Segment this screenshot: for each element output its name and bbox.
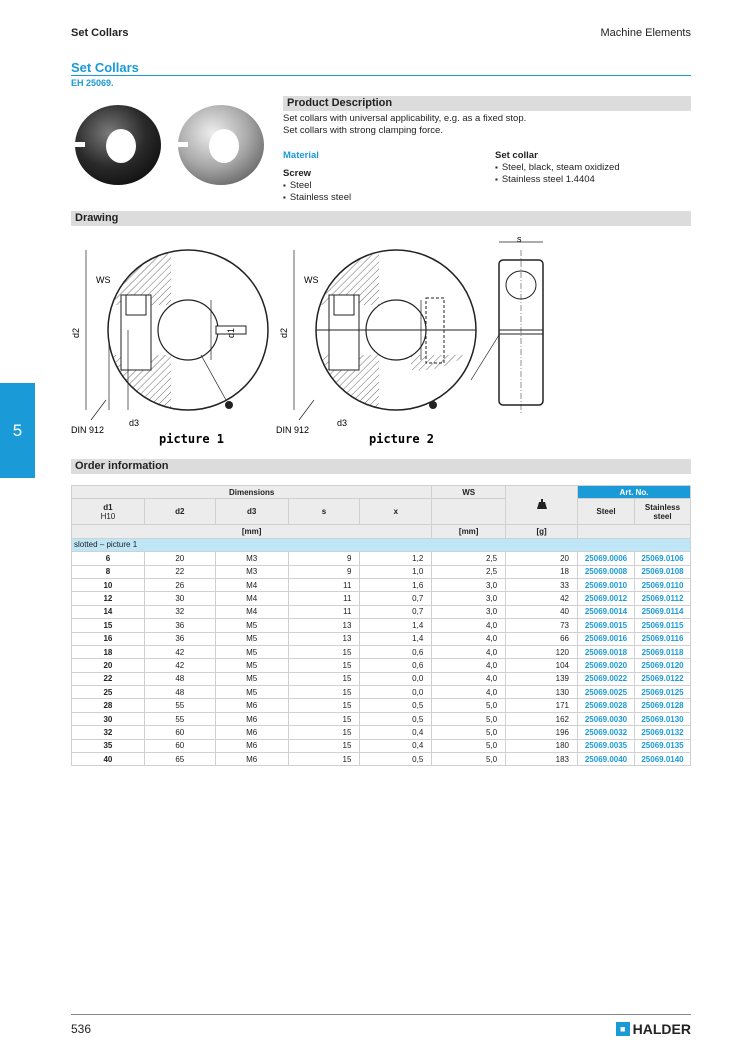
drawing-heading: Drawing (71, 211, 691, 226)
cell-s: 15 (288, 699, 360, 712)
col-d2-header: d2 (144, 499, 215, 525)
cell-d1: 12 (72, 592, 145, 605)
cell-d3: M6 (215, 739, 288, 752)
cell-x: 0,4 (360, 739, 432, 752)
cell-d1: 15 (72, 619, 145, 632)
cell-ws: 5,0 (432, 699, 506, 712)
cell-ws: 4,0 (432, 632, 506, 645)
cell-s: 11 (288, 592, 360, 605)
cell-stainless-artno[interactable]: 25069.0132 (634, 726, 690, 739)
cell-d2: 42 (144, 645, 215, 658)
collar-material-list (495, 162, 620, 186)
cell-d2: 36 (144, 632, 215, 645)
cell-d1: 22 (72, 672, 145, 685)
cell-x: 0,0 (360, 686, 432, 699)
cell-x: 0,5 (360, 753, 432, 766)
ws-label: WS (96, 275, 111, 285)
table-row (72, 632, 691, 645)
cell-stainless-artno[interactable]: 25069.0120 (634, 659, 690, 672)
cell-d3: M3 (215, 552, 288, 565)
cell-steel-artno[interactable]: 25069.0010 (578, 578, 635, 591)
cell-ws: 5,0 (432, 726, 506, 739)
cell-d3: M3 (215, 565, 288, 578)
cell-s: 15 (288, 659, 360, 672)
table-row (72, 592, 691, 605)
drawing-side-view (471, 234, 543, 415)
cell-weight: 162 (506, 712, 578, 725)
cell-d3: M5 (215, 645, 288, 658)
product-description-text (283, 113, 526, 137)
cell-steel-artno[interactable]: 25069.0040 (578, 753, 635, 766)
table-header-row (72, 499, 691, 525)
footer-divider (71, 1014, 691, 1015)
cell-steel-artno[interactable]: 25069.0015 (578, 619, 635, 632)
product-description-heading: Product Description (283, 96, 691, 111)
cell-d1: 35 (72, 739, 145, 752)
halder-logo-icon: ■ (616, 1022, 630, 1036)
cell-d2: 65 (144, 753, 215, 766)
cell-steel-artno[interactable]: 25069.0018 (578, 645, 635, 658)
cell-weight: 171 (506, 699, 578, 712)
cell-d3: M4 (215, 578, 288, 591)
unit-mm: [mm] (72, 525, 432, 538)
cell-s: 15 (288, 712, 360, 725)
cell-x: 1,2 (360, 552, 432, 565)
cell-steel-artno[interactable]: 25069.0030 (578, 712, 635, 725)
cell-stainless-artno[interactable]: 25069.0125 (634, 686, 690, 699)
cell-d2: 48 (144, 672, 215, 685)
cell-ws: 4,0 (432, 645, 506, 658)
cell-d3: M6 (215, 699, 288, 712)
cell-x: 0,6 (360, 659, 432, 672)
cell-d1: 6 (72, 552, 145, 565)
unit-ws: [mm] (432, 525, 506, 538)
cell-x: 0,7 (360, 592, 432, 605)
cell-weight: 66 (506, 632, 578, 645)
table-row (72, 552, 691, 565)
cell-d1: 30 (72, 712, 145, 725)
cell-steel-artno[interactable]: 25069.0022 (578, 672, 635, 685)
cell-x: 1,4 (360, 619, 432, 632)
cell-stainless-artno[interactable]: 25069.0130 (634, 712, 690, 725)
cell-weight: 73 (506, 619, 578, 632)
cell-stainless-artno[interactable]: 25069.0106 (634, 552, 690, 565)
cell-d3: M6 (215, 726, 288, 739)
product-code: EH 25069. (71, 78, 114, 88)
table-row (72, 726, 691, 739)
cell-weight: 42 (506, 592, 578, 605)
cell-d3: M4 (215, 605, 288, 618)
page-number: 536 (71, 1022, 92, 1036)
order-info-heading: Order information (71, 459, 691, 474)
brand-logo (616, 1021, 691, 1037)
cell-d2: 30 (144, 592, 215, 605)
cell-x: 1,0 (360, 565, 432, 578)
cell-d1: 28 (72, 699, 145, 712)
table-row (72, 659, 691, 672)
col-x-header: x (360, 499, 432, 525)
cell-d3: M5 (215, 686, 288, 699)
group-band-label: slotted – picture 1 (72, 538, 691, 551)
col-ws-header (432, 499, 506, 525)
col-s-header: s (288, 499, 360, 525)
cell-d3: M4 (215, 592, 288, 605)
unit-blank (578, 525, 691, 538)
cell-ws: 5,0 (432, 753, 506, 766)
cell-weight: 33 (506, 578, 578, 591)
picture-1-label: picture 1 (159, 432, 225, 446)
cell-d1: 20 (72, 659, 145, 672)
cell-d2: 42 (144, 659, 215, 672)
cell-s: 11 (288, 578, 360, 591)
technical-drawing (71, 230, 691, 450)
cell-d3: M5 (215, 619, 288, 632)
list-item: ▪ Stainless steel (283, 192, 351, 204)
order-table-body (72, 552, 691, 766)
cell-stainless-artno[interactable]: 25069.0108 (634, 565, 690, 578)
cell-steel-artno[interactable]: 25069.0006 (578, 552, 635, 565)
list-item: ▪ Stainless steel 1.4404 (495, 174, 620, 186)
cell-stainless-artno[interactable]: 25069.0128 (634, 699, 690, 712)
drawing-picture-1 (71, 250, 268, 446)
table-units-row (72, 525, 691, 538)
col-d1-header: d1 H10 (72, 499, 145, 525)
brand-name: HALDER (632, 1021, 691, 1037)
cell-steel-artno[interactable]: 25069.0020 (578, 659, 635, 672)
screw-label: Screw (283, 168, 311, 179)
d2-label: d2 (71, 327, 81, 338)
cell-d2: 60 (144, 739, 215, 752)
table-row (72, 753, 691, 766)
weight-header (506, 486, 578, 525)
cell-steel-artno[interactable]: 25069.0008 (578, 565, 635, 578)
cell-ws: 4,0 (432, 659, 506, 672)
cell-x: 1,4 (360, 632, 432, 645)
cell-s: 15 (288, 739, 360, 752)
running-header-right: Machine Elements (600, 27, 691, 39)
cell-d1: 14 (72, 605, 145, 618)
cell-d3: M5 (215, 632, 288, 645)
cell-weight: 183 (506, 753, 578, 766)
cell-weight: 40 (506, 605, 578, 618)
cell-steel-artno[interactable]: 25069.0035 (578, 739, 635, 752)
table-row (72, 739, 691, 752)
din-label: DIN 912 (71, 425, 105, 435)
cell-x: 0,4 (360, 726, 432, 739)
cell-x: 0,5 (360, 699, 432, 712)
cell-s: 15 (288, 726, 360, 739)
cell-ws: 4,0 (432, 619, 506, 632)
cell-weight: 180 (506, 739, 578, 752)
cell-d2: 20 (144, 552, 215, 565)
cell-weight: 130 (506, 686, 578, 699)
table-row (72, 686, 691, 699)
picture-2-label: picture 2 (369, 432, 435, 446)
chapter-tab[interactable]: 5 (0, 383, 35, 478)
order-table (71, 485, 691, 766)
cell-s: 15 (288, 753, 360, 766)
art-no-group-header: Art. No. (578, 486, 691, 499)
cell-weight: 104 (506, 659, 578, 672)
set-collar-label: Set collar (495, 150, 538, 161)
table-group-band (72, 538, 691, 551)
unit-g: [g] (506, 525, 578, 538)
cell-stainless-artno[interactable]: 25069.0116 (634, 632, 690, 645)
cell-steel-artno[interactable]: 25069.0016 (578, 632, 635, 645)
cell-stainless-artno[interactable]: 25069.0114 (634, 605, 690, 618)
s-label: s (517, 234, 522, 244)
cell-x: 0,5 (360, 712, 432, 725)
drawing-picture-2 (276, 250, 476, 446)
title-divider (71, 75, 691, 76)
cell-d2: 48 (144, 686, 215, 699)
cell-d2: 26 (144, 578, 215, 591)
table-row (72, 672, 691, 685)
cell-d1: 18 (72, 645, 145, 658)
cell-s: 15 (288, 686, 360, 699)
ws-label: WS (304, 275, 319, 285)
cell-d1: 25 (72, 686, 145, 699)
col-d3-header: d3 (215, 499, 288, 525)
description-line: Set collars with universal applicability, e.g. as a fixed stop. (283, 113, 527, 124)
cell-d1: 16 (72, 632, 145, 645)
cell-x: 0,7 (360, 605, 432, 618)
cell-weight: 20 (506, 552, 578, 565)
cell-s: 15 (288, 645, 360, 658)
cell-weight: 196 (506, 726, 578, 739)
cell-stainless-artno[interactable]: 25069.0112 (634, 592, 690, 605)
cell-ws: 3,0 (432, 592, 506, 605)
product-photos (71, 98, 271, 188)
cell-ws: 5,0 (432, 739, 506, 752)
table-row (72, 712, 691, 725)
cell-d2: 36 (144, 619, 215, 632)
d3-label: d3 (337, 418, 348, 428)
cell-stainless-artno[interactable]: 25069.0110 (634, 578, 690, 591)
cell-d1: 10 (72, 578, 145, 591)
cell-stainless-artno[interactable]: 25069.0118 (634, 645, 690, 658)
material-label: Material (283, 150, 319, 161)
dimensions-group-header: Dimensions (72, 486, 432, 499)
list-item: ▪ Steel, black, steam oxidized (495, 162, 620, 174)
table-row (72, 699, 691, 712)
cell-s: 9 (288, 552, 360, 565)
col-stainless-header: Stainless steel (634, 499, 690, 525)
table-row (72, 605, 691, 618)
cell-x: 0,0 (360, 672, 432, 685)
cell-ws: 4,0 (432, 672, 506, 685)
d3-label: d3 (129, 418, 140, 428)
stainless-collar-photo (176, 105, 264, 185)
cell-d3: M5 (215, 672, 288, 685)
d1-label: d1 (226, 327, 236, 338)
cell-steel-artno[interactable]: 25069.0028 (578, 699, 635, 712)
cell-steel-artno[interactable]: 25069.0025 (578, 686, 635, 699)
din-label: DIN 912 (276, 425, 310, 435)
cell-weight: 139 (506, 672, 578, 685)
table-row (72, 619, 691, 632)
black-collar-photo (73, 105, 161, 185)
ws-group-header: WS (432, 486, 506, 499)
cell-ws: 3,0 (432, 578, 506, 591)
cell-d1: 8 (72, 565, 145, 578)
cell-steel-artno[interactable]: 25069.0032 (578, 726, 635, 739)
table-header-row (72, 486, 691, 499)
cell-ws: 5,0 (432, 712, 506, 725)
cell-stainless-artno[interactable]: 25069.0115 (634, 619, 690, 632)
cell-d2: 22 (144, 565, 215, 578)
cell-d1: 40 (72, 753, 145, 766)
col-steel-header: Steel (578, 499, 635, 525)
cell-steel-artno[interactable]: 25069.0012 (578, 592, 635, 605)
cell-stainless-artno[interactable]: 25069.0140 (634, 753, 690, 766)
cell-ws: 2,5 (432, 552, 506, 565)
weight-icon (536, 498, 548, 510)
cell-x: 1,6 (360, 578, 432, 591)
cell-steel-artno[interactable]: 25069.0014 (578, 605, 635, 618)
cell-ws: 4,0 (432, 686, 506, 699)
description-line: Set collars with strong clamping force. (283, 125, 443, 136)
cell-d2: 55 (144, 712, 215, 725)
cell-s: 13 (288, 619, 360, 632)
d2-label: d2 (279, 327, 289, 338)
cell-d3: M6 (215, 712, 288, 725)
cell-weight: 18 (506, 565, 578, 578)
cell-stainless-artno[interactable]: 25069.0135 (634, 739, 690, 752)
cell-s: 11 (288, 605, 360, 618)
cell-s: 15 (288, 672, 360, 685)
cell-d2: 32 (144, 605, 215, 618)
cell-ws: 3,0 (432, 605, 506, 618)
cell-x: 0,6 (360, 645, 432, 658)
cell-d2: 55 (144, 699, 215, 712)
cell-d3: M6 (215, 753, 288, 766)
table-row (72, 578, 691, 591)
cell-d3: M5 (215, 659, 288, 672)
cell-ws: 2,5 (432, 565, 506, 578)
cell-weight: 120 (506, 645, 578, 658)
cell-d2: 60 (144, 726, 215, 739)
cell-s: 13 (288, 632, 360, 645)
running-header-left: Set Collars (71, 27, 129, 39)
table-row (72, 645, 691, 658)
table-row (72, 565, 691, 578)
screw-material-list (283, 180, 351, 204)
cell-d1: 32 (72, 726, 145, 739)
list-item: ▪ Steel (283, 180, 351, 192)
page-title: Set Collars (71, 60, 139, 75)
cell-stainless-artno[interactable]: 25069.0122 (634, 672, 690, 685)
cell-s: 9 (288, 565, 360, 578)
